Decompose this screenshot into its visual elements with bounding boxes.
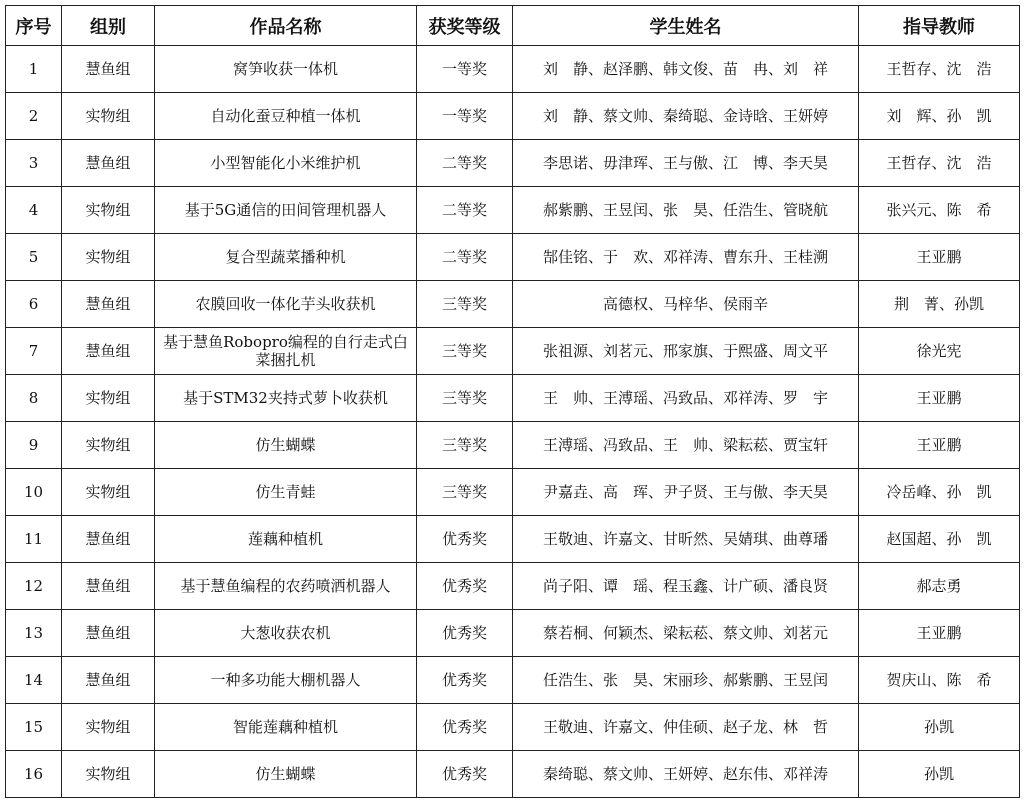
cell-students: 张祖源、刘茗元、邢家旗、于熙盛、周文平	[513, 328, 859, 375]
cell-group: 慧鱼组	[62, 516, 155, 563]
table-row	[6, 140, 1020, 187]
cell-teachers: 王亚鹏	[859, 422, 1020, 469]
cell-work-title: 小型智能化小米维护机	[155, 140, 417, 187]
cell-no: 16	[6, 751, 62, 798]
table-row	[6, 46, 1020, 93]
cell-award-level: 三等奖	[417, 281, 513, 328]
cell-students: 郝紫鹏、王昱闰、张 昊、任浩生、管晓航	[513, 187, 859, 234]
cell-award-level: 优秀奖	[417, 657, 513, 704]
cell-work-title: 仿生蝴蝶	[155, 422, 417, 469]
cell-students: 王溥瑶、冯致品、王 帅、梁耘菘、贾宝轩	[513, 422, 859, 469]
cell-no: 2	[6, 93, 62, 140]
cell-students: 李思诺、毋津珲、王与傲、江 博、李天昊	[513, 140, 859, 187]
cell-award-level: 一等奖	[417, 46, 513, 93]
cell-award-level: 三等奖	[417, 328, 513, 375]
cell-group: 实物组	[62, 234, 155, 281]
cell-group: 实物组	[62, 422, 155, 469]
table-row	[6, 234, 1020, 281]
cell-students: 王敬迪、许嘉文、甘昕然、吴婧琪、曲尊璠	[513, 516, 859, 563]
cell-group: 慧鱼组	[62, 140, 155, 187]
cell-teachers: 王哲存、沈 浩	[859, 140, 1020, 187]
cell-group: 实物组	[62, 375, 155, 422]
cell-work-title: 基于慧鱼编程的农药喷洒机器人	[155, 563, 417, 610]
cell-students: 郜佳铭、于 欢、邓祥涛、曹东升、王桂溯	[513, 234, 859, 281]
table-row	[6, 469, 1020, 516]
cell-work-title: 基于STM32夹持式萝卜收获机	[155, 375, 417, 422]
table-row	[6, 422, 1020, 469]
table-row	[6, 704, 1020, 751]
table-row	[6, 751, 1020, 798]
cell-award-level: 优秀奖	[417, 516, 513, 563]
awards-table	[5, 5, 1020, 798]
header-award-level: 获奖等级	[417, 6, 513, 46]
cell-teachers: 郝志勇	[859, 563, 1020, 610]
cell-award-level: 三等奖	[417, 375, 513, 422]
cell-no: 9	[6, 422, 62, 469]
cell-work-title: 农膜回收一体化芋头收获机	[155, 281, 417, 328]
cell-no: 11	[6, 516, 62, 563]
cell-teachers: 孙凯	[859, 751, 1020, 798]
table-row	[6, 375, 1020, 422]
cell-award-level: 优秀奖	[417, 751, 513, 798]
cell-students: 蔡若桐、何颖杰、梁耘菘、蔡文帅、刘茗元	[513, 610, 859, 657]
cell-students: 高德权、马梓华、侯雨辛	[513, 281, 859, 328]
cell-no: 5	[6, 234, 62, 281]
cell-work-title: 莲藕种植机	[155, 516, 417, 563]
cell-no: 1	[6, 46, 62, 93]
table-row	[6, 610, 1020, 657]
cell-no: 3	[6, 140, 62, 187]
cell-work-title: 窝笋收获一体机	[155, 46, 417, 93]
cell-students: 刘 静、赵泽鹏、韩文俊、苗 冉、刘 祥	[513, 46, 859, 93]
cell-work-title: 仿生青蛙	[155, 469, 417, 516]
header-teachers: 指导教师	[859, 6, 1020, 46]
header-work-title: 作品名称	[155, 6, 417, 46]
cell-group: 实物组	[62, 751, 155, 798]
cell-group: 慧鱼组	[62, 281, 155, 328]
cell-group: 慧鱼组	[62, 46, 155, 93]
table-row	[6, 281, 1020, 328]
cell-teachers: 王亚鹏	[859, 610, 1020, 657]
cell-award-level: 一等奖	[417, 93, 513, 140]
cell-award-level: 二等奖	[417, 187, 513, 234]
cell-award-level: 三等奖	[417, 422, 513, 469]
cell-work-title: 复合型蔬菜播种机	[155, 234, 417, 281]
table-row	[6, 187, 1020, 234]
cell-award-level: 优秀奖	[417, 563, 513, 610]
cell-award-level: 优秀奖	[417, 610, 513, 657]
table-row	[6, 657, 1020, 704]
cell-students: 尹嘉垚、高 珲、尹子贤、王与傲、李天昊	[513, 469, 859, 516]
cell-no: 13	[6, 610, 62, 657]
cell-students: 秦绮聪、蔡文帅、王妍婷、赵东伟、邓祥涛	[513, 751, 859, 798]
cell-group: 慧鱼组	[62, 657, 155, 704]
cell-teachers: 王亚鹏	[859, 375, 1020, 422]
cell-work-title: 智能莲藕种植机	[155, 704, 417, 751]
cell-students: 王 帅、王溥瑶、冯致品、邓祥涛、罗 宇	[513, 375, 859, 422]
cell-students: 王敬迪、许嘉文、仲佳硕、赵子龙、林 哲	[513, 704, 859, 751]
cell-award-level: 二等奖	[417, 234, 513, 281]
cell-no: 15	[6, 704, 62, 751]
cell-award-level: 三等奖	[417, 469, 513, 516]
cell-group: 慧鱼组	[62, 563, 155, 610]
cell-group: 实物组	[62, 93, 155, 140]
cell-group: 慧鱼组	[62, 328, 155, 375]
cell-teachers: 贺庆山、陈 希	[859, 657, 1020, 704]
cell-teachers: 王哲存、沈 浩	[859, 46, 1020, 93]
cell-no: 12	[6, 563, 62, 610]
cell-work-title: 基于5G通信的田间管理机器人	[155, 187, 417, 234]
cell-work-title: 仿生蝴蝶	[155, 751, 417, 798]
cell-teachers: 刘 辉、孙 凯	[859, 93, 1020, 140]
cell-work-title: 自动化蚕豆种植一体机	[155, 93, 417, 140]
header-no: 序号	[6, 6, 62, 46]
cell-students: 尚子阳、谭 瑶、程玉鑫、计广硕、潘良贤	[513, 563, 859, 610]
table-row	[6, 328, 1020, 375]
cell-no: 6	[6, 281, 62, 328]
cell-award-level: 二等奖	[417, 140, 513, 187]
cell-group: 实物组	[62, 704, 155, 751]
cell-no: 14	[6, 657, 62, 704]
cell-no: 8	[6, 375, 62, 422]
cell-work-title: 大葱收获农机	[155, 610, 417, 657]
cell-teachers: 冷岳峰、孙 凯	[859, 469, 1020, 516]
cell-group: 实物组	[62, 187, 155, 234]
cell-work-title: 基于慧鱼Robopro编程的自行走式白菜捆扎机	[155, 328, 417, 375]
table-row	[6, 516, 1020, 563]
header-group: 组别	[62, 6, 155, 46]
table-row	[6, 93, 1020, 140]
table-header-row	[6, 6, 1020, 46]
header-students: 学生姓名	[513, 6, 859, 46]
cell-group: 慧鱼组	[62, 610, 155, 657]
cell-group: 实物组	[62, 469, 155, 516]
cell-teachers: 王亚鹏	[859, 234, 1020, 281]
cell-teachers: 徐光宪	[859, 328, 1020, 375]
cell-teachers: 荆 菁、孙凯	[859, 281, 1020, 328]
table-row	[6, 563, 1020, 610]
cell-teachers: 张兴元、陈 希	[859, 187, 1020, 234]
cell-no: 10	[6, 469, 62, 516]
cell-work-title: 一种多功能大棚机器人	[155, 657, 417, 704]
cell-no: 4	[6, 187, 62, 234]
cell-students: 刘 静、蔡文帅、秦绮聪、金诗晗、王妍婷	[513, 93, 859, 140]
cell-teachers: 赵国超、孙 凯	[859, 516, 1020, 563]
cell-teachers: 孙凯	[859, 704, 1020, 751]
cell-no: 7	[6, 328, 62, 375]
cell-award-level: 优秀奖	[417, 704, 513, 751]
cell-students: 任浩生、张 昊、宋丽珍、郝紫鹏、王昱闰	[513, 657, 859, 704]
